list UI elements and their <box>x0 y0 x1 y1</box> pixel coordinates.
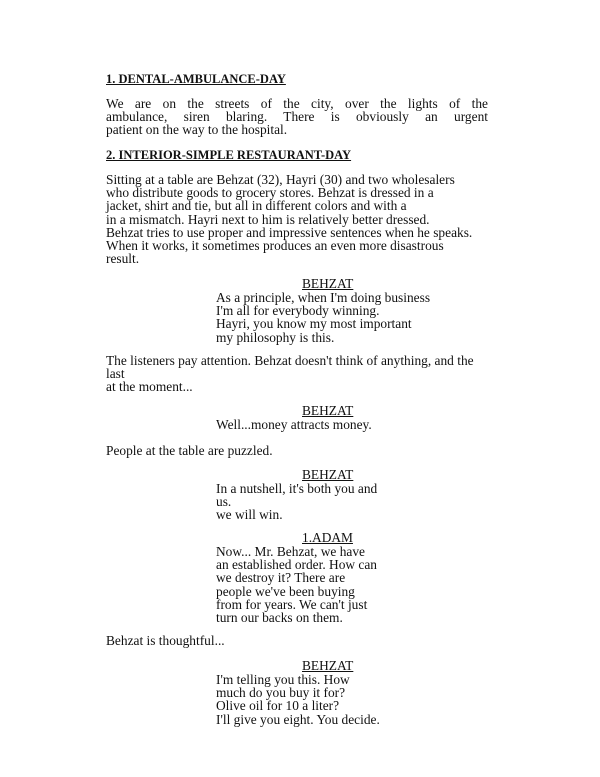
action-line: Behzat is thoughtful... <box>106 633 225 648</box>
dialogue-line: my philosophy is this. <box>216 329 335 345</box>
character-cue: BEHZAT <box>302 658 354 673</box>
dialogue-line: we will win. <box>216 507 283 523</box>
dialogue-line: Olive oil for 10 a liter? <box>216 698 340 714</box>
action-line: Sitting at a table are Behzat (32), Hayri (30) and two wholesalers <box>106 172 455 187</box>
action-line: result. <box>106 251 140 267</box>
action-paragraph <box>106 634 488 647</box>
dialogue-line: us. <box>216 494 232 510</box>
dialogue-line: an established order. How can <box>216 557 378 573</box>
action-line: patient on the way to the hospital. <box>106 122 288 138</box>
dialogue-block <box>216 545 377 624</box>
action-paragraph <box>106 173 488 265</box>
action-paragraph <box>106 97 488 137</box>
dialogue-block <box>216 673 380 726</box>
dialogue-block <box>216 291 430 344</box>
dialogue-line: people we've been buying <box>216 583 355 599</box>
action-line: People at the table are puzzled. <box>106 443 273 458</box>
action-line: Behzat tries to use proper and impressive sentences when he speaks. <box>106 224 473 240</box>
dialogue-line: I'll give you eight. You decide. <box>216 711 380 727</box>
action-line: When it works, it sometimes produces an even more disastrous <box>106 238 444 254</box>
dialogue-line: from for years. We can't just <box>216 596 368 612</box>
action-line: ambulance, siren blaring. There is obviously an urgent <box>106 109 488 125</box>
dialogue-line: I'm all for everybody winning. <box>216 303 380 319</box>
dialogue-block <box>216 482 377 522</box>
dialogue-line: I'm telling you this. How <box>216 672 350 687</box>
character-cue: BEHZAT <box>302 276 354 291</box>
dialogue-line: much do you buy it for? <box>216 685 346 701</box>
scene-heading-2: 2. INTERIOR-SIMPLE RESTAURANT-DAY <box>106 148 352 162</box>
action-line: We are on the streets of the city, over the lights of the <box>106 96 488 111</box>
action-line: jacket, shirt and tie, but all in different colors and with a <box>106 198 407 214</box>
action-paragraph <box>106 444 488 457</box>
dialogue-block <box>216 418 372 431</box>
scene-heading-1: 1. DENTAL-AMBULANCE-DAY <box>106 72 286 86</box>
dialogue-line: Well...money attracts money. <box>216 417 372 432</box>
character-cue: BEHZAT <box>302 467 354 482</box>
action-line: in a mismatch. Hayri next to him is relatively better dressed. <box>106 211 430 227</box>
character-cue: 1.ADAM <box>302 530 353 545</box>
dialogue-line: Hayri, you know my most important <box>216 316 412 332</box>
action-line: who distribute goods to grocery stores. Behzat is dressed in a <box>106 185 434 201</box>
action-line: at the moment... <box>106 379 193 395</box>
action-line: last <box>106 366 125 382</box>
dialogue-line: Now... Mr. Behzat, we have <box>216 544 365 559</box>
dialogue-line: we destroy it? There are <box>216 570 346 586</box>
action-line: The listeners pay attention. Behzat doesn't think of anything, and the <box>106 353 474 368</box>
dialogue-line: turn our backs on them. <box>216 610 343 626</box>
dialogue-line: As a principle, when I'm doing business <box>216 290 431 305</box>
action-paragraph <box>106 354 488 394</box>
dialogue-line: In a nutshell, it's both you and <box>216 481 378 496</box>
character-cue: BEHZAT <box>302 403 354 418</box>
